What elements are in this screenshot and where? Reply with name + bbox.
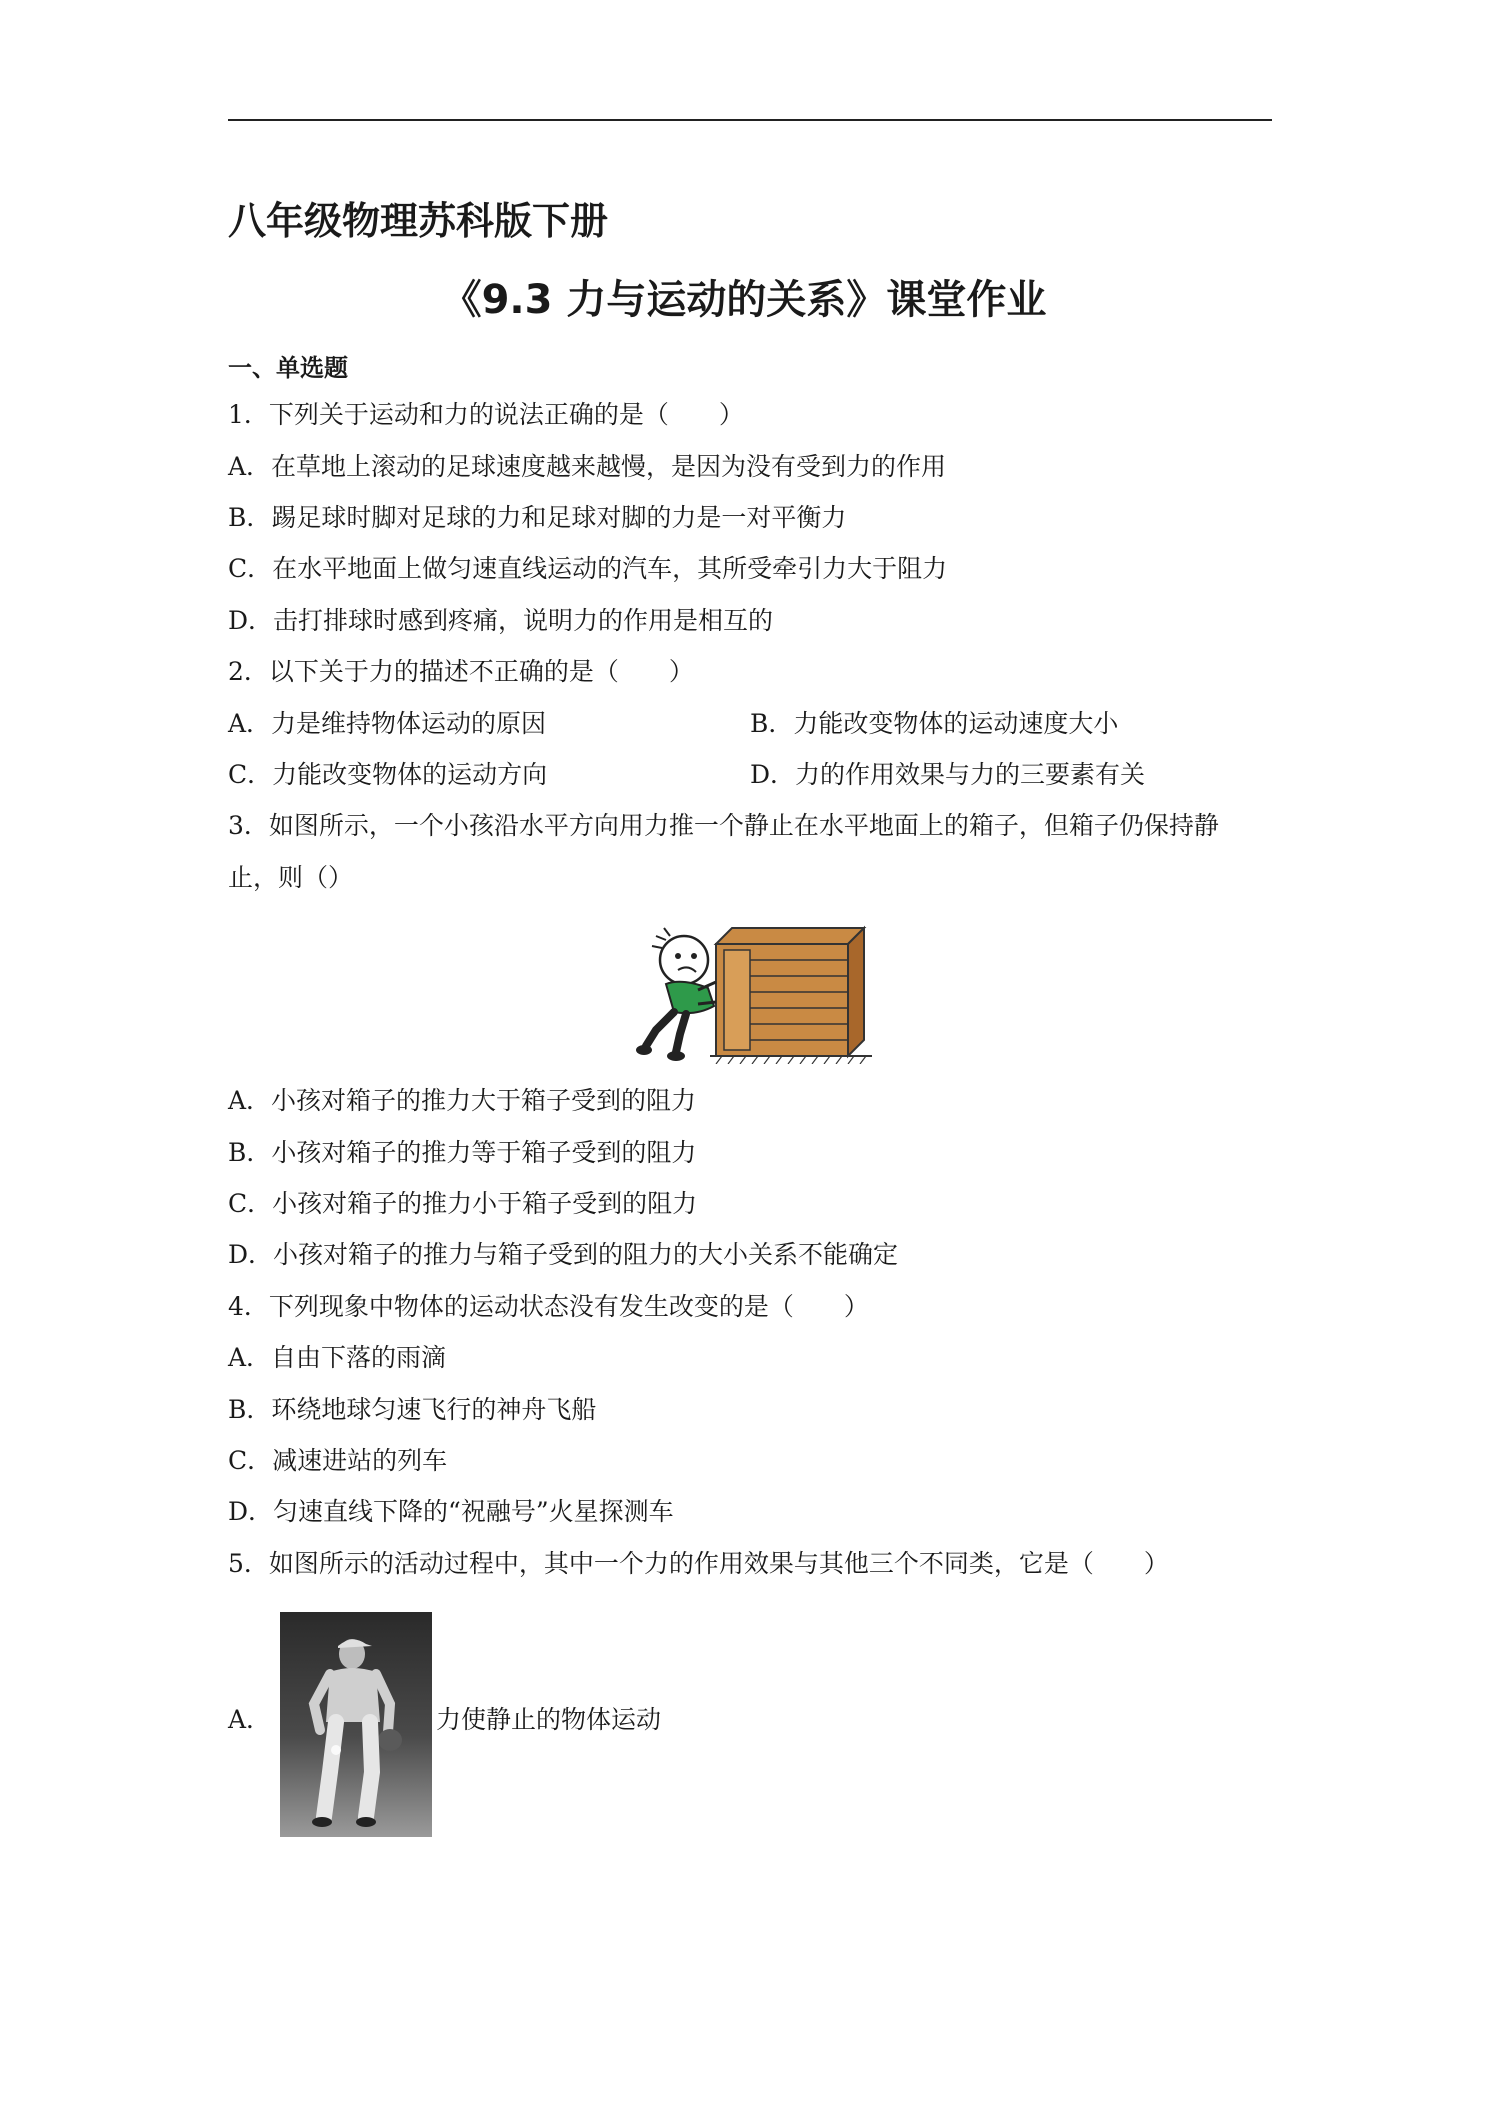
question-3-option-d: D．小孩对箱子的推力与箱子受到的阻力的大小关系不能确定 (228, 1240, 899, 1269)
question-2-stem: 2．以下关于力的描述不正确的是（ ） (228, 657, 694, 686)
question-4-option-b: B．环绕地球匀速飞行的神舟飞船 (228, 1395, 597, 1424)
question-1-stem: 1．下列关于运动和力的说法正确的是（ ） (228, 400, 744, 429)
baseball-player-photo (280, 1612, 432, 1837)
document-title: 八年级物理苏科版下册 (228, 199, 609, 243)
question-2-option-a: A．力是维持物体运动的原因 (228, 709, 547, 738)
question-1-option-d: D．击打排球时感到疼痛，说明力的作用是相互的 (228, 606, 774, 635)
question-3-option-c: C．小孩对箱子的推力小于箱子受到的阻力 (228, 1189, 698, 1218)
question-4-option-d: D．匀速直线下降的“祝融号”火星探测车 (228, 1497, 674, 1526)
question-5-option-a-text: 力使静止的物体运动 (436, 1705, 662, 1734)
question-3-option-a: A．小孩对箱子的推力大于箱子受到的阻力 (228, 1086, 697, 1115)
question-5-option-a-letter: A． (228, 1705, 272, 1734)
question-5-stem: 5．如图所示的活动过程中，其中一个力的作用效果与其他三个不同类，它是（ ） (228, 1549, 1169, 1578)
header-rule (228, 119, 1272, 121)
question-1-option-b: B．踢足球时脚对足球的力和足球对脚的力是一对平衡力 (228, 503, 847, 532)
question-2-option-d: D．力的作用效果与力的三要素有关 (750, 760, 1146, 789)
question-4-stem: 4．下列现象中物体的运动状态没有发生改变的是（ ） (228, 1292, 869, 1321)
section-heading: 一、单选题 (228, 354, 348, 382)
question-4-option-a: A．自由下落的雨滴 (228, 1343, 447, 1372)
question-3-option-b: B．小孩对箱子的推力等于箱子受到的阻力 (228, 1138, 697, 1167)
document-subtitle: 《9.3 力与运动的关系》课堂作业 (441, 277, 1047, 323)
question-1-option-c: C．在水平地面上做匀速直线运动的汽车，其所受牵引力大于阻力 (228, 554, 948, 583)
question-3-stem-line1: 3．如图所示，一个小孩沿水平方向用力推一个静止在水平地面上的箱子，但箱子仍保持静 (228, 811, 1219, 840)
question-4-option-c: C．减速进站的列车 (228, 1446, 448, 1475)
question-2-option-c: C．力能改变物体的运动方向 (228, 760, 548, 789)
question-1-option-a: A．在草地上滚动的足球速度越来越慢，是因为没有受到力的作用 (228, 452, 947, 481)
child-pushing-box-figure (636, 922, 872, 1064)
question-3-stem-line2: 止，则（） (228, 863, 354, 892)
question-2-option-b: B．力能改变物体的运动速度大小 (750, 709, 1119, 738)
